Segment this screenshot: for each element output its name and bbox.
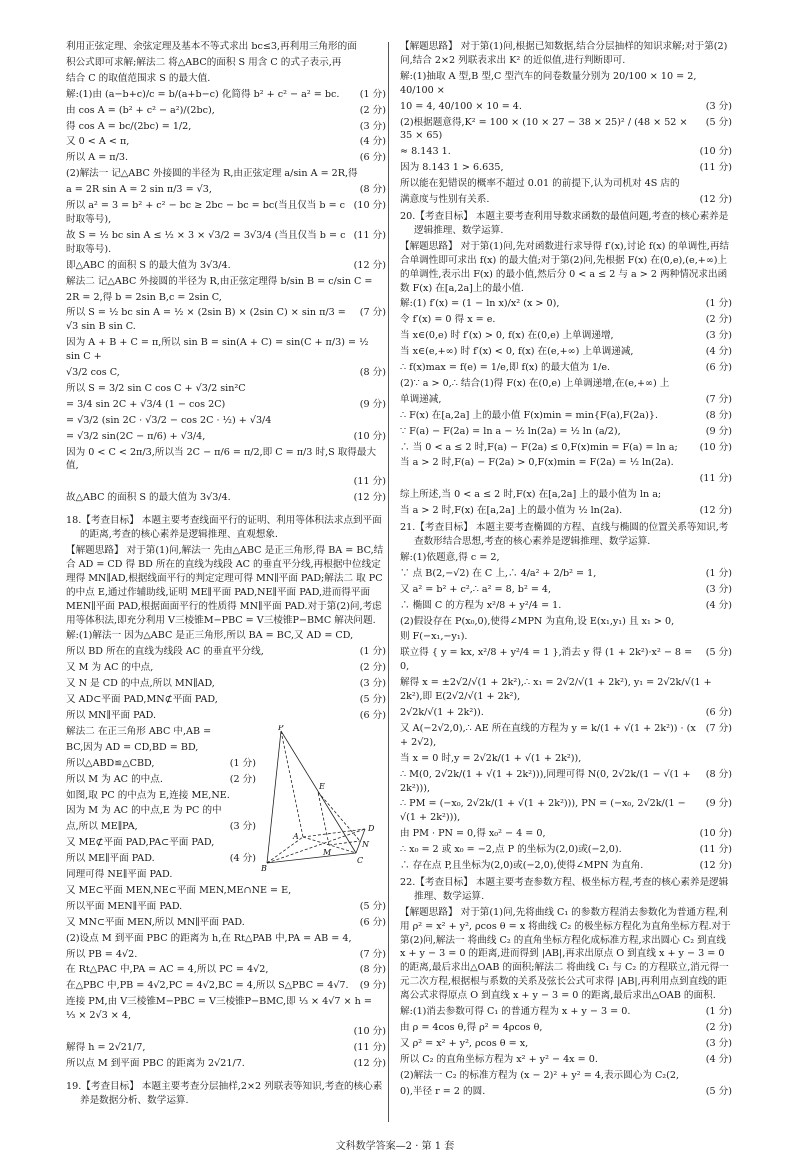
q18-method2-block: [66, 725, 386, 882]
solution-line: [66, 741, 256, 755]
solution-line: [66, 693, 386, 707]
solution-line: [400, 827, 732, 841]
score-mark: (4 分): [705, 346, 732, 358]
q18-heading: 18.【考查目标】 本题主要考查线面平行的证明、利用等体积法求点到平面的距离,考查的核心素养是逻辑推理、直观想象.: [66, 515, 382, 541]
solution-text: √3/2 cos C,: [66, 367, 120, 379]
q21-solution: [400, 551, 732, 873]
solution-line: [66, 167, 386, 181]
solution-text: ∴ 存在点 P,且坐标为(2,0)或(−2,0),使得∠MPN 为直角.: [400, 860, 644, 872]
score-mark: (6 分): [359, 709, 386, 721]
score-mark: (7 分): [359, 307, 386, 319]
edge-pb: [267, 731, 281, 863]
score-mark: (6 分): [705, 362, 732, 374]
solution-line: [66, 1025, 386, 1039]
q19-thinking: 【解题思路】 对于第(1)问,根据已知数据,结合分层抽样的知识求解;对于第(2)问,结合 2×2 列联表求出 K² 的近似值,进行判断即可.: [400, 41, 728, 66]
label-d: D: [368, 823, 375, 833]
solution-line: [400, 1053, 732, 1067]
segment-mn: [329, 841, 360, 845]
solution-line: [400, 630, 732, 644]
label-b: B: [261, 863, 267, 873]
score-mark: (2 分): [705, 1022, 732, 1033]
score-mark: (10 分): [699, 828, 732, 840]
score-mark: (10 分): [353, 430, 386, 442]
solution-line: [400, 722, 732, 750]
solution-line: [400, 646, 732, 674]
solution-text: ≈ 8.143 1.: [400, 146, 451, 158]
solution-text: a = 2R sin A = 2 sin π/3 = √3,: [66, 184, 212, 196]
score-mark: (7 分): [705, 393, 732, 405]
solution-text: ∴ x₀ = 2 或 x₀ = −2,点 P 的坐标为(2,0)或(−2,0).: [400, 844, 622, 856]
solution-line: [66, 414, 386, 428]
score-mark: (9 分): [359, 398, 386, 410]
solution-text: 在△PBC 中,PB = 4√2,PC = 4√2,BC = 4,所以 S△PBC = 4√7.: [66, 980, 349, 992]
score-mark: (8 分): [705, 409, 732, 421]
solution-line: [400, 1085, 732, 1099]
solution-line: [66, 629, 386, 643]
solution-line: [66, 1057, 386, 1071]
solution-line: [400, 313, 732, 327]
solution-line: [400, 1005, 732, 1019]
solution-line: [66, 932, 386, 946]
solution-line: [66, 151, 386, 165]
score-mark: (5 分): [705, 116, 732, 128]
score-mark: (8 分): [359, 367, 386, 379]
solution-line: [400, 551, 732, 565]
edge-pa: [281, 731, 303, 837]
score-mark: (10 分): [353, 1026, 386, 1038]
solution-text: 解:(1)由 (a−b+c)/c = b/(a+b−c) 化简得 b² + c² − a² = bc.: [66, 88, 340, 100]
score-mark: (3 分): [359, 678, 386, 690]
solution-text: 解得 h = 2√21/7,: [66, 1042, 146, 1053]
solution-text: 所以 PB = 4√2.: [66, 948, 138, 960]
solution-text: 故△ABC 的面积 S 的最大值为 3√3/4.: [66, 492, 231, 504]
score-mark: (8 分): [359, 964, 386, 976]
solution-text: 即△ABC 的面积 S 的最大值为 3√3/4.: [66, 259, 231, 271]
solution-line: [400, 425, 732, 439]
solution-line: [66, 836, 256, 850]
solution-text: 当 x∈(e,+∞) 时 f′(x) < 0, f(x) 在(e,+∞) 上单调递减,: [400, 346, 634, 358]
solution-text: 当 x∈(0,e) 时 f′(x) > 0, f(x) 在(0,e) 上单调递增,: [400, 330, 614, 342]
score-mark: (12 分): [699, 194, 732, 206]
edge-bc: [267, 853, 356, 863]
solution-line: [400, 329, 732, 343]
solution-line: [66, 199, 386, 227]
label-c: C: [357, 855, 364, 865]
solution-line: [66, 820, 256, 834]
solution-text: ∴ 椭圆 C 的方程为 x²/8 + y²/4 = 1.: [400, 599, 562, 611]
score-mark: (10 分): [699, 441, 732, 453]
q18-solution-part1: [66, 629, 386, 722]
solution-line: [66, 336, 386, 364]
solution-text: 0),半径 r = 2 的圆.: [400, 1085, 486, 1097]
solution-text: 又 ME⊄平面 PAD,PA⊂平面 PAD,: [66, 837, 215, 849]
solution-text: 当 x = 0 时,y = 2√2k/(1 + √(1 + 2k²)),: [400, 752, 582, 764]
score-mark: (3 分): [705, 330, 732, 342]
solution-line: [400, 488, 732, 502]
solution-text: 所以 A = π/3.: [66, 152, 128, 164]
solution-line: [400, 843, 732, 857]
solution-line: [400, 615, 732, 629]
score-mark: (8 分): [359, 184, 386, 196]
q19-heading: 19.【考查目标】 本题主要考查分层抽样,2×2 列联表等知识,考查的核心素养是数据分析、数学运算.: [66, 1080, 383, 1106]
solution-line: [66, 1041, 386, 1055]
solution-text: ∴ 当 0 < a ≤ 2 时,F(a) − F(2a) ≤ 0,F(x)min = F(a) = ln a;: [400, 441, 678, 453]
score-mark: (2 分): [229, 773, 256, 785]
solution-text: 所以 MN∥平面 PAD.: [66, 709, 157, 721]
solution-line: [400, 583, 732, 597]
score-mark: (2 分): [705, 314, 732, 326]
score-mark: (1 分): [705, 567, 732, 579]
score-mark: (5 分): [359, 694, 386, 706]
right-column: [400, 40, 732, 1101]
solution-text: = 3/4 sin 2C + √3/4 (1 − cos 2C): [66, 398, 226, 410]
solution-text: 由 ρ = 4cos θ,得 ρ² = 4ρcos θ,: [400, 1022, 543, 1033]
score-mark: (6 分): [705, 706, 732, 718]
solution-line: [400, 145, 732, 159]
solution-line: [400, 768, 732, 796]
q17-intro-line: 积公式即可求解;解法二 将△ABC的面积 S 用含 C 的式子表示,再: [66, 56, 342, 68]
score-mark: (12 分): [353, 492, 386, 504]
score-mark: (9 分): [705, 798, 732, 810]
label-m: M: [323, 847, 332, 857]
solution-text: 单调递减,: [400, 393, 442, 405]
solution-text: 令 f′(x) = 0 得 x = e.: [400, 314, 496, 326]
solution-text: ∴ PM = (−x₀, 2√2k/(1 + √(1 + 2k²))), PN = (−x₀, 2√2k/(1 − √(1 + 2k²))),: [400, 798, 686, 824]
solution-text: 满意度与性别有关系.: [400, 194, 490, 206]
solution-text: 连接 PM,由 V三棱锥M−PBC = V三棱锥P−BMC,即 ⅓ × 4√7 × h = ⅓ × 2√3 × 4,: [66, 996, 372, 1022]
score-mark: (2 分): [359, 104, 386, 116]
score-mark: (2 分): [359, 662, 386, 674]
solution-text: 所以 S = ½ bc sin A = ½ × (2sin B) × (2sin C) × sin π/3 = √3 sin B sin C.: [66, 307, 346, 333]
score-mark: (12 分): [699, 860, 732, 872]
solution-line: [66, 475, 386, 489]
score-mark: (1 分): [359, 88, 386, 100]
solution-text: 解:(1)抽取 A 型,B 型,C 型汽车的问卷数量分别为 20/100 × 10 = 2, 40/100 ×: [400, 70, 697, 96]
solution-text: (2)假设存在 P(x₀,0),使得∠MPN 为直角,设 E(x₁,y₁) 且 x₁ > 0,: [400, 615, 675, 627]
q17-intro-line: 结合 C 的取值范围求 S 的最大值.: [66, 72, 211, 84]
solution-text: 所以 ME∥平面 PAD.: [66, 853, 155, 865]
solution-text: 所以平面 MEN∥平面 PAD.: [66, 900, 183, 912]
score-mark: (8 分): [705, 768, 732, 780]
solution-line: [66, 291, 386, 305]
solution-line: [66, 804, 256, 818]
solution-line: [400, 1037, 732, 1051]
solution-text: 解:(1)消去参数可得 C₁ 的普通方程为 x + y − 3 = 0.: [400, 1006, 631, 1018]
q18-thinking: 【解题思路】 对于第(1)问,解法一 先由△ABC 是正三角形,得 BA = BC,结合 AD = CD 得 BD 所在的直线为线段 AC 的垂直平分线,再根据中位线定理得 MN∥AD,根据线面平行的判定定理可得 MN∥平面 PAD;解法二 取 PC 的中点 E,通过作辅助线,证明 ME∥平面 PAD,NE∥平面 PAD,进而得平面 MEN∥平面 PAD,根据面面平行的性质得 MN∥平面 PAD.对于第(2)问,考虑用等体积法,即充分利用 V三棱锥M−PBC = V三棱锥P−BMC 解决问题.: [66, 545, 384, 626]
q17-solution: [66, 88, 386, 505]
solution-text: 解法二 记△ABC 外接圆的半径为 R,由正弦定理得 b/sin B = c/sin C =: [66, 275, 373, 287]
solution-text: 10 = 4, 40/100 × 10 = 4.: [400, 100, 522, 112]
score-mark: (11 分): [353, 476, 386, 488]
solution-line: [66, 709, 386, 723]
score-mark: (1 分): [705, 1006, 732, 1018]
solution-line: [400, 70, 732, 98]
solution-line: [400, 797, 732, 825]
solution-text: 当 a > 2 时,F(x) 在[a,2a] 上的最小值为 ½ ln(2a).: [400, 505, 623, 517]
solution-line: [400, 441, 732, 455]
solution-text: ∴ M(0, 2√2k/(1 + √(1 + 2k²))),同理可得 N(0, 2√2k/(1 − √(1 + 2k²))),: [400, 768, 691, 794]
solution-line: [66, 677, 386, 691]
solution-line: [66, 88, 386, 102]
solution-text: 因为 A + B + C = π,所以 sin B = sin(A + C) = sin(C + π/3) = ½ sin C +: [66, 337, 369, 363]
solution-line: [400, 504, 732, 518]
score-mark: (7 分): [359, 948, 386, 960]
score-mark: (1 分): [359, 646, 386, 658]
solution-text: 综上所述,当 0 < a ≤ 2 时,F(x) 在[a,2a] 上的最小值为 ln a;: [400, 489, 662, 501]
solution-line: [400, 676, 732, 704]
score-mark: (4 分): [705, 599, 732, 611]
solution-text: 所以 a² = 3 = b² + c² − bc ≥ 2bc − bc = bc(当且仅当 b = c 时取等号),: [66, 200, 346, 225]
solution-text: 又 M 为 AC 的中点,: [66, 662, 154, 674]
q17-intro-line: 利用正弦定理、余弦定理及基本不等式求出 bc≤3,再利用三角形的面: [66, 41, 357, 52]
q22-thinking: 【解题思路】 对于第(1)问,先将曲线 C₁ 的参数方程消去参数化为普通方程,利用 ρ² = x² + y², ρcos θ = x 将曲线 C₂ 的极坐标方程化为直角坐标方程.对于第(2)问,解法一 将曲线 C₂ 的直角坐标方程化成标准方程,求出圆心 C₂ 到直线 x + y − 3 = 0 的距离,进而得到 |AB|,再求出原点 O 到直线 x + y − 3 = 0 的距离,最后求出△OAB 的面积;解法二 将曲线 C₁ 与 C₂ 的方程联立,消元得一元二次方程,根据根与系数的关系及弦长公式可求得 |AB|,再利用点到直线的距离公式求得原点 O 到直线 x + y − 3 = 0 的距离,最后求出△OAB 的面积.: [400, 906, 731, 1002]
edge-bd: [267, 829, 365, 863]
score-mark: (5 分): [359, 900, 386, 912]
solution-line: [400, 377, 732, 391]
solution-text: 所以 S = 3/2 sin C cos C + √3/2 sin²C: [66, 382, 246, 394]
column-divider: [388, 42, 389, 1122]
solution-line: [66, 120, 386, 134]
solution-text: 又 A(−2√2,0),∴ AE 所在直线的方程为 y = k/(1 + √(1 + 2k²)) · (x + 2√2),: [400, 722, 696, 748]
solution-text: 又 MN⊂平面 MEN,所以 MN∥平面 PAD.: [66, 916, 245, 928]
score-mark: (5 分): [705, 1085, 732, 1097]
score-mark: (4 分): [359, 136, 386, 148]
solution-line: [66, 430, 386, 444]
solution-line: [400, 361, 732, 375]
score-mark: (7 分): [705, 722, 732, 734]
solution-line: [66, 491, 386, 505]
solution-line: [66, 995, 386, 1023]
solution-text: 所以 M 为 AC 的中点.: [66, 773, 163, 785]
label-a: A: [293, 831, 299, 841]
solution-line: [66, 135, 386, 149]
score-mark: (3 分): [705, 1037, 732, 1049]
score-mark: (3 分): [705, 583, 732, 595]
score-mark: (4 分): [705, 1053, 732, 1065]
solution-text: 又 ρ² = x² + y², ρcos θ = x,: [400, 1037, 529, 1049]
solution-text: 又 a² = b² + c²,∴ a² = 8, b² = 4,: [400, 583, 552, 595]
solution-text: 解:(1)解法一 因为△ABC 是正三角形,所以 BA = BC,又 AD = CD,: [66, 630, 354, 642]
solution-line: [400, 297, 732, 311]
score-mark: (3 分): [229, 821, 256, 833]
score-mark: (9 分): [359, 980, 386, 992]
score-mark: (10 分): [699, 146, 732, 158]
solution-line: [66, 948, 386, 962]
solution-text: 如图,取 PC 的中点为 E,连接 ME,NE.: [66, 789, 230, 801]
solution-text: 故 S = ½ bc sin A ≤ ½ × 3 × √3/2 = 3√3/4 (当且仅当 b = c 时取等号).: [66, 229, 346, 255]
solution-line: [66, 868, 256, 882]
solution-line: [400, 193, 732, 207]
score-mark: (6 分): [359, 916, 386, 928]
solution-line: [66, 661, 386, 675]
solution-line: [66, 916, 386, 930]
solution-line: [400, 116, 732, 144]
solution-line: [400, 345, 732, 359]
solution-line: [66, 979, 386, 993]
q19-solution: [400, 70, 732, 207]
score-mark: (12 分): [699, 505, 732, 517]
solution-text: 因为 8.143 1 > 6.635,: [400, 162, 504, 174]
q22-heading: 22.【考查目标】 本题主要考查参数方程、极坐标方程,考查的核心素养是逻辑推理、数学运算.: [400, 876, 729, 902]
solution-text: 因为 0 < C < 2π/3,所以当 2C − π/6 = π/2,即 C = π/3 时,S 取得最大值,: [66, 446, 377, 472]
solution-text: BC,因为 AD = CD,BD = BD,: [66, 741, 199, 753]
solution-line: [66, 773, 256, 787]
score-mark: (11 分): [353, 1042, 386, 1053]
score-mark: (9 分): [705, 425, 732, 437]
score-mark: (11 分): [699, 162, 732, 174]
label-e: E: [319, 781, 325, 791]
solution-line: [66, 366, 386, 380]
score-mark: (6 分): [359, 152, 386, 164]
solution-text: 又 N 是 CD 的中点,所以 MN∥AD,: [66, 678, 215, 690]
score-mark: (5 分): [705, 647, 732, 659]
score-mark: (1 分): [705, 298, 732, 310]
solution-line: [66, 446, 386, 474]
solution-line: [66, 789, 256, 803]
solution-line: [400, 1021, 732, 1035]
solution-line: [400, 567, 732, 581]
score-mark: (12 分): [353, 259, 386, 271]
solution-line: [400, 1069, 732, 1083]
solution-text: (2)根据题意得,K² = 100 × (10 × 27 − 38 × 25)² / (48 × 52 × 35 × 65): [400, 116, 688, 142]
solution-text: 2R = 2,得 b = 2sin B,c = 2sin C,: [66, 291, 222, 303]
solution-line: [400, 393, 732, 407]
solution-text: 在 Rt△PAC 中,PA = AC = 4,所以 PC = 4√2,: [66, 964, 269, 976]
solution-text: (2)解法一 C₂ 的标准方程为 (x − 2)² + y² = 4,表示圆心为 C₂(2,: [400, 1069, 680, 1081]
solution-text: ∵ 点 B(2,−√2) 在 C 上,∴ 4/a² + 2/b² = 1,: [400, 567, 597, 579]
solution-line: [400, 472, 732, 486]
solution-text: (2)设点 M 到平面 PBC 的距离为 h,在 Rt△PAB 中,PA = AB = 4,: [66, 932, 352, 944]
solution-text: 2√2k/√(1 + 2k²)).: [400, 706, 484, 718]
q20-thinking: 【解题思路】 对于第(1)问,先对函数进行求导得 f′(x),讨论 f(x) 的单调性,再结合单调性即可求出 f(x) 的最大值;对于第(2)问,先根据 F(x) 在(0,e),(e,+∞)上的单调性,表示出 F(x) 的最小值,然后分 0 < a ≤ 2 与 a > 2 两种情况求出函数 F(x) 在[a,2a]上的最小值.: [400, 240, 730, 294]
solution-line: [66, 963, 386, 977]
solution-text: 解法二 在正三角形 ABC 中,AB =: [66, 725, 212, 737]
solution-text: (2)∵ a > 0,∴ 结合(1)得 F(x) 在(0,e) 上单调递增,在(e,+∞) 上: [400, 377, 670, 389]
q18-solution-part2: [66, 725, 256, 882]
solution-line: [66, 852, 256, 866]
solution-text: 又 0 < A < π,: [66, 136, 130, 148]
solution-text: = √3/2 sin(2C − π/6) + √3/4,: [66, 430, 206, 442]
q21-heading: 21.【考查目标】 本题主要考查椭圆的方程、直线与椭圆的位置关系等知识,考查数形结合思想,考查的核心素养是逻辑推理、数学运算.: [400, 522, 729, 547]
solution-text: 同理可得 NE∥平面 PAD.: [66, 869, 173, 881]
segment-en: [318, 792, 360, 841]
solution-line: [66, 259, 386, 273]
solution-text: = √3/2 (sin 2C · √3/2 − cos 2C · ½) + √3/4: [66, 414, 272, 426]
label-p: P: [278, 724, 284, 732]
solution-text: 所以 C₂ 的直角坐标方程为 x² + y² − 4x = 0.: [400, 1053, 598, 1065]
solution-text: ∴ F(x) 在[a,2a] 上的最小值 F(x)min = min{F(a),F(2a)}.: [400, 409, 659, 421]
q18-solution-part3: [66, 884, 386, 1071]
score-mark: (11 分): [699, 473, 732, 485]
solution-line: [66, 382, 386, 396]
label-n: N: [362, 839, 369, 849]
solution-line: [400, 100, 732, 114]
score-mark: (4 分): [229, 853, 256, 865]
solution-text: 解得 x = ±2√2/√(1 + 2k²),∴ x₁ = 2√2/√(1 + 2k²), y₁ = 2√2k/√(1 + 2k²),即 E(2√2/√(1 + 2k²),: [400, 677, 712, 703]
solution-text: 得 cos A = bc/(2bc) = 1/2,: [66, 120, 192, 132]
solution-text: 又 AD⊂平面 PAD,MN⊄平面 PAD,: [66, 694, 218, 706]
score-mark: (1 分): [229, 757, 256, 769]
solution-line: [66, 306, 386, 334]
score-mark: (3 分): [359, 120, 386, 132]
solution-text: 因为 M 为 AC 的中点,E 为 PC 的中: [66, 805, 222, 817]
solution-text: 所以点 M 到平面 PBC 的距离为 2√21/7.: [66, 1057, 245, 1069]
q22-solution: [400, 1005, 732, 1098]
solution-line: [66, 275, 386, 289]
solution-text: 由 cos A = (b² + c² − a²)/(2bc),: [66, 104, 215, 116]
solution-line: [400, 456, 732, 470]
solution-line: [400, 161, 732, 175]
solution-text: 由 PM · PN = 0,得 x₀² − 4 = 0,: [400, 828, 546, 840]
solution-text: 解:(1) f′(x) = (1 − ln x)/x² (x > 0),: [400, 298, 560, 310]
solution-line: [400, 599, 732, 613]
solution-line: [66, 725, 256, 739]
pyramid-figure: [261, 725, 386, 875]
solution-line: [66, 884, 386, 898]
solution-text: 点,所以 ME∥PA,: [66, 821, 138, 833]
solution-text: ∴ f(x)max = f(e) = 1/e,即 f(x) 的最大值为 1/e.: [400, 362, 611, 374]
left-column: [66, 40, 386, 1110]
solution-line: [400, 177, 732, 191]
solution-line: [400, 409, 732, 423]
q17-intro: [66, 40, 386, 86]
solution-line: [66, 757, 256, 771]
score-mark: (12 分): [353, 1057, 386, 1069]
q20-solution: [400, 297, 732, 518]
solution-text: 联立得 { y = kx, x²/8 + y²/4 = 1 },消去 y 得 (1 + 2k²)·x² − 8 = 0,: [400, 647, 693, 673]
solution-line: [66, 398, 386, 412]
solution-line: [400, 859, 732, 873]
solution-text: 所以△ABD≌△CBD,: [66, 757, 155, 769]
solution-text: 又 ME⊂平面 MEN,NE⊂平面 MEN,ME∩NE = E,: [66, 884, 292, 896]
solution-line: [400, 706, 732, 720]
solution-line: [66, 900, 386, 914]
solution-text: 解:(1)依题意,得 c = 2,: [400, 551, 500, 563]
solution-text: (2)解法一 记△ABC 外接圆的半径为 R,由正弦定理 a/sin A = 2R,得: [66, 168, 358, 180]
solution-text: 所以 BD 所在的直线为线段 AC 的垂直平分线,: [66, 646, 264, 658]
solution-line: [400, 752, 732, 766]
q20-heading: 20.【考查目标】 本题主要考查利用导数求函数的最值问题,考查的核心素养是逻辑推理、数学运算.: [400, 210, 729, 236]
score-mark: (11 分): [353, 229, 386, 241]
solution-line: [66, 229, 386, 257]
score-mark: (11 分): [699, 844, 732, 856]
score-mark: (10 分): [353, 200, 386, 212]
solution-line: [66, 645, 386, 659]
solution-line: [66, 104, 386, 118]
solution-text: ∵ F(a) − F(2a) = ln a − ½ ln(2a) = ½ ln (a/2),: [400, 425, 621, 437]
score-mark: (3 分): [705, 100, 732, 112]
solution-text: 当 a > 2 时,F(a) − F(2a) > 0,F(x)min = F(2a) = ½ ln(2a).: [400, 457, 674, 469]
page-footer: 文科数学答案—2 · 第 1 套: [335, 1141, 455, 1152]
solution-text: 则 F(−x₁,−y₁).: [400, 631, 468, 643]
solution-line: [66, 183, 386, 197]
solution-text: 所以能在犯错误的概率不超过 0.01 的前提下,认为司机对 4S 店的: [400, 178, 680, 190]
